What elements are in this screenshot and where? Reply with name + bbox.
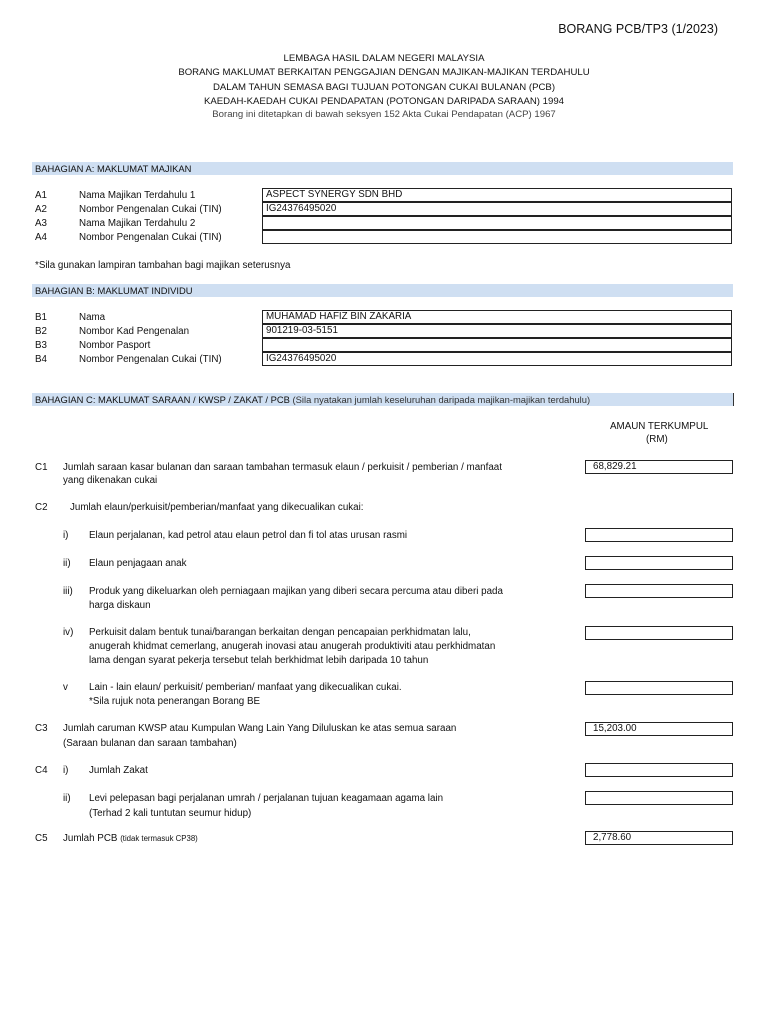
c1-value: 68,829.21 xyxy=(593,461,637,472)
c1-label-line2: yang dikenakan cukai xyxy=(63,475,158,486)
a1-label: Nama Majikan Terdahulu 1 xyxy=(79,190,196,201)
section-c-header xyxy=(32,393,734,406)
c5-label: Jumlah PCB xyxy=(63,833,118,844)
c2-iii-label-line2: harga diskaun xyxy=(89,600,151,611)
a4-code: A4 xyxy=(35,232,47,243)
a3-code: A3 xyxy=(35,218,47,229)
c4-ii-label: Levi pelepasan bagi perjalanan umrah / perjalanan tujuan keagamaan agama lain xyxy=(89,793,444,804)
c2-v-note: *Sila rujuk nota penerangan Borang BE xyxy=(89,696,261,707)
c4-ii-note: (Terhad 2 kali tuntutan seumur hidup) xyxy=(89,808,252,819)
a2-code: A2 xyxy=(35,204,47,215)
c3-label: Jumlah caruman KWSP atau Kumpulan Wang Lain Yang Diluluskan ke atas semua saraan xyxy=(63,723,457,734)
c2-label: Jumlah elaun/perkuisit/pemberian/manfaat yang dikecualikan cukai: xyxy=(70,502,364,513)
section-c-title: BAHAGIAN C: MAKLUMAT SARAAN / KWSP / ZAKAT / PCB xyxy=(35,394,290,405)
a4-label: Nombor Pengenalan Cukai (TIN) xyxy=(79,232,222,243)
section-c-title-wrap xyxy=(35,394,590,405)
b1-code: B1 xyxy=(35,312,47,323)
c1-label-line1: Jumlah saraan kasar bulanan dan saraan tambahan termasuk elaun / perkuisit / pemberian / manfaat xyxy=(63,462,502,473)
c2-iv-label-line1: Perkuisit dalam bentuk tunai/barangan berkaitan dengan pencapaian perkhidmatan lalu, xyxy=(89,627,471,638)
c1-amount-field[interactable] xyxy=(585,460,733,474)
header-purpose: DALAM TAHUN SEMASA BAGI TUJUAN POTONGAN CUKAI BULANAN (PCB) xyxy=(212,82,556,93)
a4-tin-field[interactable] xyxy=(262,230,732,244)
b1-value: MUHAMAD HAFIZ BIN ZAKARIA xyxy=(266,311,412,322)
c1-code: C1 xyxy=(35,462,48,473)
c2-i-amount-field[interactable] xyxy=(585,528,733,542)
c3-amount-field[interactable] xyxy=(585,722,733,736)
section-c-title-note: (Sila nyatakan jumlah keseluruhan daripada majikan-majikan terdahulu) xyxy=(292,394,591,405)
b1-name-field[interactable] xyxy=(262,310,732,324)
section-a-title: BAHAGIAN A: MAKLUMAT MAJIKAN xyxy=(35,163,192,174)
c2-iii-num: iii) xyxy=(63,586,73,597)
a2-value: IG24376495020 xyxy=(266,203,337,214)
b2-value: 901219-03-5151 xyxy=(266,325,338,336)
header-statute: Borang ini ditetapkan di bawah seksyen 152 Akta Cukai Pendapatan (ACP) 1967 xyxy=(212,109,556,120)
b3-code: B3 xyxy=(35,340,47,351)
a2-label: Nombor Pengenalan Cukai (TIN) xyxy=(79,204,222,215)
b2-ic-number-field[interactable] xyxy=(262,324,732,338)
section-a-note: *Sila gunakan lampiran tambahan bagi majikan seterusnya xyxy=(35,260,291,271)
c3-value: 15,203.00 xyxy=(593,723,637,734)
a1-employer-name-field[interactable] xyxy=(262,188,732,202)
a2-tin-field[interactable] xyxy=(262,202,732,216)
b2-code: B2 xyxy=(35,326,47,337)
c2-ii-label: Elaun penjagaan anak xyxy=(89,558,187,569)
c2-ii-amount-field[interactable] xyxy=(585,556,733,570)
c5-code: C5 xyxy=(35,833,48,844)
c2-iii-amount-field[interactable] xyxy=(585,584,733,598)
b4-value: IG24376495020 xyxy=(266,353,337,364)
c3-note: (Saraan bulanan dan saraan tambahan) xyxy=(63,738,237,749)
a3-employer-name-field[interactable] xyxy=(262,216,732,230)
c4-ii-amount-field[interactable] xyxy=(585,791,733,805)
c2-v-num: v xyxy=(63,682,68,693)
c2-iv-num: iv) xyxy=(63,627,74,638)
c4-i-label: Jumlah Zakat xyxy=(89,765,148,776)
section-b-header xyxy=(32,284,733,297)
c2-iv-label-line3: lama dengan syarat pekerja tersebut telah berkhidmat lebih daripada 10 tahun xyxy=(89,655,429,666)
b4-label: Nombor Pengenalan Cukai (TIN) xyxy=(79,354,222,365)
c4-i-amount-field[interactable] xyxy=(585,763,733,777)
c5-amount-field[interactable] xyxy=(585,831,733,845)
a3-label: Nama Majikan Terdahulu 2 xyxy=(79,218,196,229)
c4-i-num: i) xyxy=(63,765,69,776)
c2-iii-label-line1: Produk yang dikeluarkan oleh perniagaan majikan yang diberi secara percuma atau diberi pada xyxy=(89,586,503,597)
c2-v-label: Lain - lain elaun/ perkuisit/ pemberian/ manfaat yang dikecualikan cukai. xyxy=(89,682,402,693)
c2-i-num: i) xyxy=(63,530,69,541)
c4-code: C4 xyxy=(35,765,48,776)
section-b-title: BAHAGIAN B: MAKLUMAT INDIVIDU xyxy=(35,285,193,296)
header-agency: LEMBAGA HASIL DALAM NEGERI MALAYSIA xyxy=(283,53,485,64)
c2-iv-amount-field[interactable] xyxy=(585,626,733,640)
c3-code: C3 xyxy=(35,723,48,734)
b3-label: Nombor Pasport xyxy=(79,340,151,351)
b4-code: B4 xyxy=(35,354,47,365)
c5-label-wrap xyxy=(63,833,198,844)
header-form-title: BORANG MAKLUMAT BERKAITAN PENGGAJIAN DENGAN MAJIKAN-MAJIKAN TERDAHULU xyxy=(178,67,590,78)
a1-value: ASPECT SYNERGY SDN BHD xyxy=(266,189,403,200)
amount-header-unit: (RM) xyxy=(646,434,668,445)
c4-ii-num: ii) xyxy=(63,793,71,804)
amount-header: AMAUN TERKUMPUL xyxy=(610,421,709,432)
c2-code: C2 xyxy=(35,502,48,513)
b3-passport-field[interactable] xyxy=(262,338,732,352)
form-code: BORANG PCB/TP3 (1/2023) xyxy=(558,22,718,36)
header-rules: KAEDAH-KAEDAH CUKAI PENDAPATAN (POTONGAN DARIPADA SARAAN) 1994 xyxy=(203,96,565,107)
c2-ii-num: ii) xyxy=(63,558,71,569)
c5-value: 2,778.60 xyxy=(593,832,632,843)
b2-label: Nombor Kad Pengenalan xyxy=(79,326,190,337)
c2-v-amount-field[interactable] xyxy=(585,681,733,695)
b4-tin-field[interactable] xyxy=(262,352,732,366)
section-a-header xyxy=(32,162,733,175)
a1-code: A1 xyxy=(35,190,47,201)
c2-iv-label-line2: anugerah khidmat cemerlang, anugerah inovasi atau anugerah produktiviti atau perkhidmatan xyxy=(89,641,496,652)
c5-note: (tidak termasuk CP38) xyxy=(120,834,198,843)
c2-i-label: Elaun perjalanan, kad petrol atau elaun petrol dan fi tol atas urusan rasmi xyxy=(89,530,408,541)
b1-label: Nama xyxy=(79,312,106,323)
